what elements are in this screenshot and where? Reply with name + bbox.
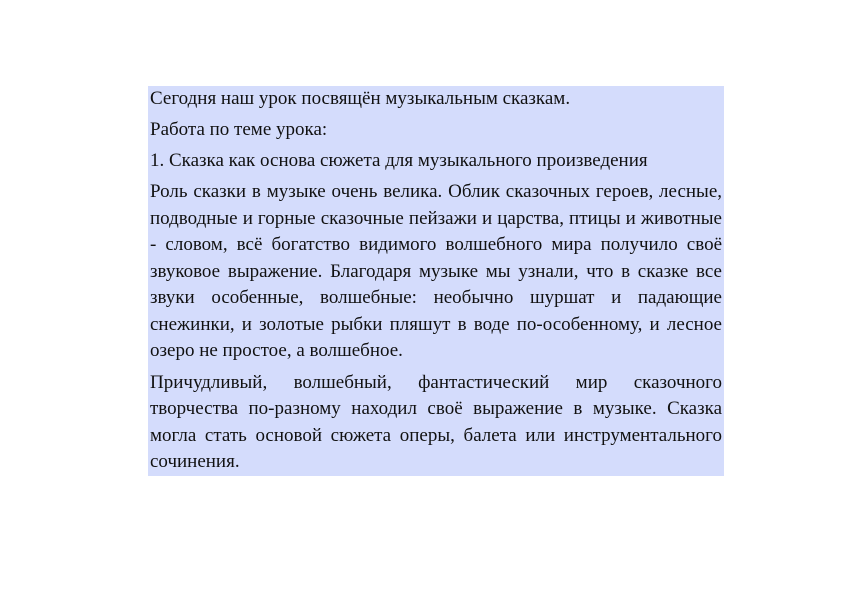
lesson-text-block [148,86,724,476]
work-title: Работа по теме урока: [150,119,328,140]
section-heading: 1. Сказка как основа сюжета для музыкального произведения [150,150,648,171]
paragraph-fairy-tale-role: Роль сказки в музыке очень велика. Облик сказочных героев, лесные, подводные и горные сказочные пейзажи и царства, птицы и животные - словом, всё богатство видимого волшебного мира получило своё звуковое выражение. Благодаря музыке мы узнали, что в сказке все звуки особенные, волшебные: необычно шуршат и падающие снежинки, и золотые рыбки пляшут в воде по-особенному, и лесное озеро не простое, а волшебное. [150,181,722,361]
paragraph-fantastic-world: Причудливый, волшебный, фантастический мир сказочного творчества по-разному находил своё выражение в музыке. Сказка могла стать основой сюжета оперы, балета или инструментального сочинения. [150,371,722,472]
intro-line: Сегодня наш урок посвящён музыкальным сказкам. [150,88,571,109]
